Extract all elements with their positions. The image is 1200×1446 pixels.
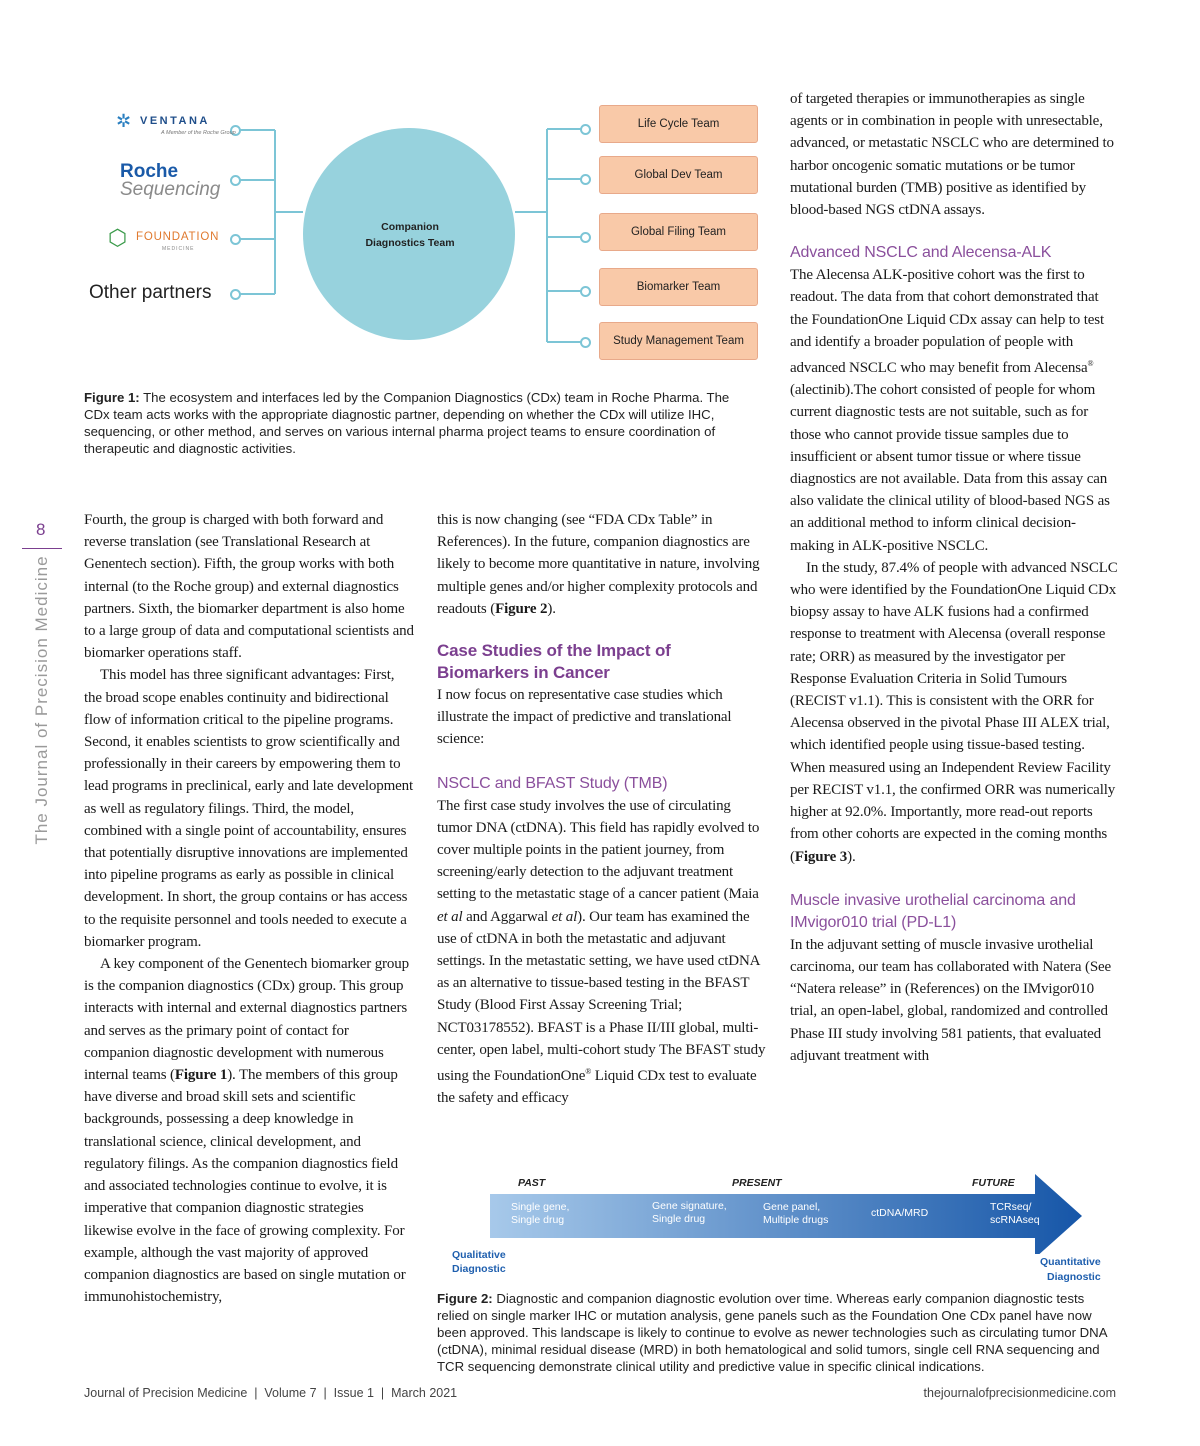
team-connectors	[515, 129, 586, 342]
roche-sequencing-logo	[120, 163, 220, 199]
col2-p3-text-b: and Aggarwal	[462, 908, 552, 925]
stage-tcrseq: TCRseq/ scRNAseq	[990, 1201, 1040, 1226]
col2-paragraph-3	[437, 795, 767, 1110]
col3-p2-text: The Alecensa ALK-positive cohort was the first to readout. The data from that cohort demonstrated that the FoundationOne Liquid CDx assay can help to test and identify a broader population of people with advanced NSCLC who may benefit from Alecensa	[790, 267, 1104, 377]
col3-p3-text: In the study, 87.4% of people with advanced NSCLC who were identified by the FoundationOne Liquid CDx biopsy assay to have ALK fusions had a confirmed response to treatment with Alecensa (overall response rate; ORR) as measured by the investigator per Response Evaluation Criteria in Solid Tumours (RECIST v1.1). This is consistent with the ORR for Alecensa observed in the pivotal Phase III ALEX trial, which identified people using tissue-based testing. When measured using an Independent Review Facility per RECIST v1.1, the confirmed ORR was numerically higher at 92.0%. Importantly, more read-out reports from other cohorts are expected in the coming months (	[790, 559, 1118, 865]
team-dot	[580, 124, 591, 135]
roche-wordmark: Roche	[120, 161, 179, 182]
figure-3-reference: Figure 3	[794, 848, 848, 865]
qualitative-diagnostic-label: Qualitative Diagnostic	[452, 1249, 506, 1275]
companion-diagnostics-circle	[303, 128, 515, 340]
era-past-label: PAST	[518, 1177, 546, 1189]
foundation-wordmark: FOUNDATION	[136, 231, 220, 243]
col1-paragraph-3	[84, 953, 414, 1308]
figure-1-caption-text: The ecosystem and interfaces led by the Companion Diagnostics (CDx) team in Roche Pharma. The CDx team acts works with the appropriate diagnostic partner, depending on whether the CDx will utilize IHC, sequencing, or other method, and serves on various internal pharma project teams to ensure coordination of therapeutic and diagnostic activities.	[84, 390, 730, 456]
figure-2-caption-label: Figure 2:	[437, 1291, 493, 1306]
registered-mark: ®	[585, 1067, 592, 1077]
col1-p3-text-cont: ). The members of this group have diverse and broad skill sets and scientific backgrounds, possessing a deep knowledge in translational science, clinical development, and regulatory filings. As the companion diagnostics field and associated technologies continue to evolve, it is imperative that companion diagnostic strategies likewise evolve in the face of growing complexity. For example, although the vast majority of approved companion diagnostics are based on single mutation or immunohistochemistry,	[84, 1067, 406, 1306]
foundation-hex-icon: ⬡	[108, 226, 128, 251]
stage-ctdna-mrd: ctDNA/MRD	[871, 1207, 929, 1219]
page-number: 8	[36, 520, 46, 539]
partner-dot	[230, 289, 241, 300]
other-partners-label: Other partners	[89, 282, 212, 303]
col3-paragraph-2	[790, 264, 1118, 557]
team-box-global-dev: Global Dev Team	[599, 156, 758, 194]
center-label-line1: Companion	[381, 221, 439, 233]
case-studies-heading: Case Studies of the Impact of Biomarkers in Cancer	[437, 641, 671, 683]
figure-2-caption-text: Diagnostic and companion diagnostic evolution over time. Whereas early companion diagnostic tests relied on single marker IHC or mutation analysis, gene panels such as the Foundation One CDx panel have now been approved. This landscape is likely to continue to evolve as newer technologies such as circulating tumor DNA (ctDNA), minimal residual disease (MRD) in both hematological and solid tumors, single cell RNA sequencing and TCR sequencing demonstrate clinical utility and predictive value in specific clinical indications.	[437, 1291, 1107, 1374]
partner-dot	[230, 234, 241, 245]
team-dot	[580, 337, 591, 348]
col1-paragraph-1: Fourth, the group is charged with both forward and reverse translation (see Translational Research at Genentech section). Fifth, the group works with both internal (to the Roche group) and external diagnostics partners. Sixth, the biomarker department is also home to a large group of data and computational scientists and biomarker operations staff.	[84, 512, 414, 662]
ventana-tagline: A Member of the Roche Group	[161, 130, 236, 136]
sequencing-wordmark: Sequencing	[120, 179, 221, 200]
stage-gene-signature: Gene signature, Single drug	[652, 1200, 727, 1225]
team-box-biomarker: Biomarker Team	[599, 268, 758, 306]
team-box-global-filing: Global Filing Team	[599, 213, 758, 251]
col3-paragraph-1: of targeted therapies or immunotherapies as single agents or in combination in people with unresectable, advanced, or metastatic NSCLC who are determined to harbor oncogenic somatic mutations or be tumor mutational burden (TMB) positive as identified by blood-based NGS ctDNA assays.	[790, 91, 1114, 219]
footer-citation: Journal of Precision Medicine | Volume 7 | Issue 1 | March 2021	[84, 1386, 458, 1400]
journal-title-vertical: The Journal of Precision Medicine	[32, 555, 51, 845]
ventana-wordmark: VENTANA	[140, 115, 210, 127]
figure-2-reference: Figure 2	[495, 600, 548, 617]
col3-paragraph-4: In the adjuvant setting of muscle invasive urothelial carcinoma, our team has collaborated with Natera (See “Natera release” in (References) on the IMvigor010 trial, an open-label, global, randomized and controlled Phase III study involving 581 patients, that evaluated adjuvant treatment with	[790, 936, 1112, 1064]
col2-p3-text-c: ). Our team has examined the use of ctDNA in both the metastatic and adjuvant settings. In the metastatic setting, we have used ctDNA as an alternative to tissue-based testing in the BFAST Study (Blood First Assay Screening Trial; NCT03178552). BFAST is a Phase II/III global, multi-center, open label, multi-cohort study The BFAST study using the FoundationOne	[437, 908, 766, 1085]
col3-p2-text-cont: (alectinib).The cohort consisted of people for whom current diagnostic tests are not suitable, such as for those who cannot provide tissue samples due to insufficient or absent tumor tissue or where tissue diagnostics are not available. Data from this assay can also validate the clinical utility of blood-based NGS as an additional method to inform clinical decision-making in ALK-positive NSCLC.	[790, 382, 1110, 554]
col2-p3-text-d: Liquid CDx test to evaluate the safety and efficacy	[437, 1068, 757, 1107]
quantitative-diagnostic-label: Quantitative Diagnostic	[1040, 1256, 1101, 1283]
col2-p1-text: this is now changing (see “FDA CDx Table” in References). In the future, companion diagnostics are likely to become more quantitative in nature, involving multiple genes and/or higher complexity protocols and readouts (	[437, 512, 760, 617]
et-al-2: et al	[551, 908, 578, 925]
foundation-tagline: MEDICINE	[162, 246, 195, 252]
center-label-line2: Diagnostics Team	[365, 237, 455, 249]
team-box-life-cycle: Life Cycle Team	[599, 105, 758, 143]
figure-1-caption	[84, 389, 754, 457]
stage-gene-panel: Gene panel, Multiple drugs	[763, 1201, 829, 1226]
footer-website[interactable]: thejournalofprecisionmedicine.com	[923, 1386, 1116, 1400]
col2-paragraph-2: I now focus on representative case studies which illustrate the impact of predictive and translational science:	[437, 687, 732, 748]
imvigor010-subheading: Muscle invasive urothelial carcinoma and IMvigor010 trial (PD-L1)	[790, 891, 1076, 931]
figure-1-reference: Figure 1	[174, 1067, 228, 1084]
col2-paragraph-1	[437, 509, 767, 620]
et-al-1: et al	[437, 908, 463, 925]
col2-p3-text: The first case study involves the use of circulating tumor DNA (ctDNA). This field has rapidly evolved to cover multiple points in the patient journey, from screening/early detection to the adjuvant treatment setting to the metastatic stage of a cancer patient (Maia	[437, 797, 760, 903]
team-dot	[580, 286, 591, 297]
figure-2-caption	[437, 1290, 1117, 1375]
nsclc-bfast-subheading: NSCLC and BFAST Study (TMB)	[437, 774, 668, 792]
partner-connectors	[235, 130, 303, 294]
team-dot	[580, 232, 591, 243]
figure-1-caption-label: Figure 1:	[84, 390, 140, 405]
col1-p3-text: A key component of the Genentech biomarker group is the companion diagnostics (CDx) group. This group interacts with internal and external diagnostics partners and serves as the primary point of contact for companion diagnostic development with numerous internal teams (	[84, 956, 409, 1084]
team-dot	[580, 174, 591, 185]
page-number-rule	[22, 548, 62, 549]
registered-mark: ®	[1087, 359, 1094, 369]
team-box-study-management: Study Management Team	[599, 322, 758, 360]
stage-single-gene: Single gene, Single drug	[511, 1201, 570, 1226]
partner-dot	[230, 175, 241, 186]
era-future-label: FUTURE	[972, 1177, 1015, 1189]
column-1	[84, 509, 414, 1308]
alecensa-alk-subheading: Advanced NSCLC and Alecensa-ALK	[790, 244, 1052, 262]
col3-p3-text-cont: ).	[847, 848, 856, 865]
column-3	[790, 88, 1118, 1067]
column-2	[437, 509, 767, 1109]
era-present-label: PRESENT	[732, 1177, 782, 1189]
col2-p1-text-cont: ).	[547, 600, 556, 617]
col3-paragraph-3	[790, 557, 1118, 868]
col1-paragraph-2: This model has three significant advantages: First, the broad scope enables continuity and bidirectional flow of information critical to the pipeline programs. Second, it enables scientists to grow scientifically and professionally in their careers by empowering them to lead programs in preclinical, early and late development as well as regulatory filings. Third, the model, combined with a single point of accountability, ensures that potentially disruptive innovations are implemented into pipeline programs as early as possible in clinical development. In short, the group contains or has access to the requisite personnel and tools needed to execute a biomarker program.	[84, 667, 413, 950]
ventana-star-icon: ✲	[116, 111, 132, 132]
